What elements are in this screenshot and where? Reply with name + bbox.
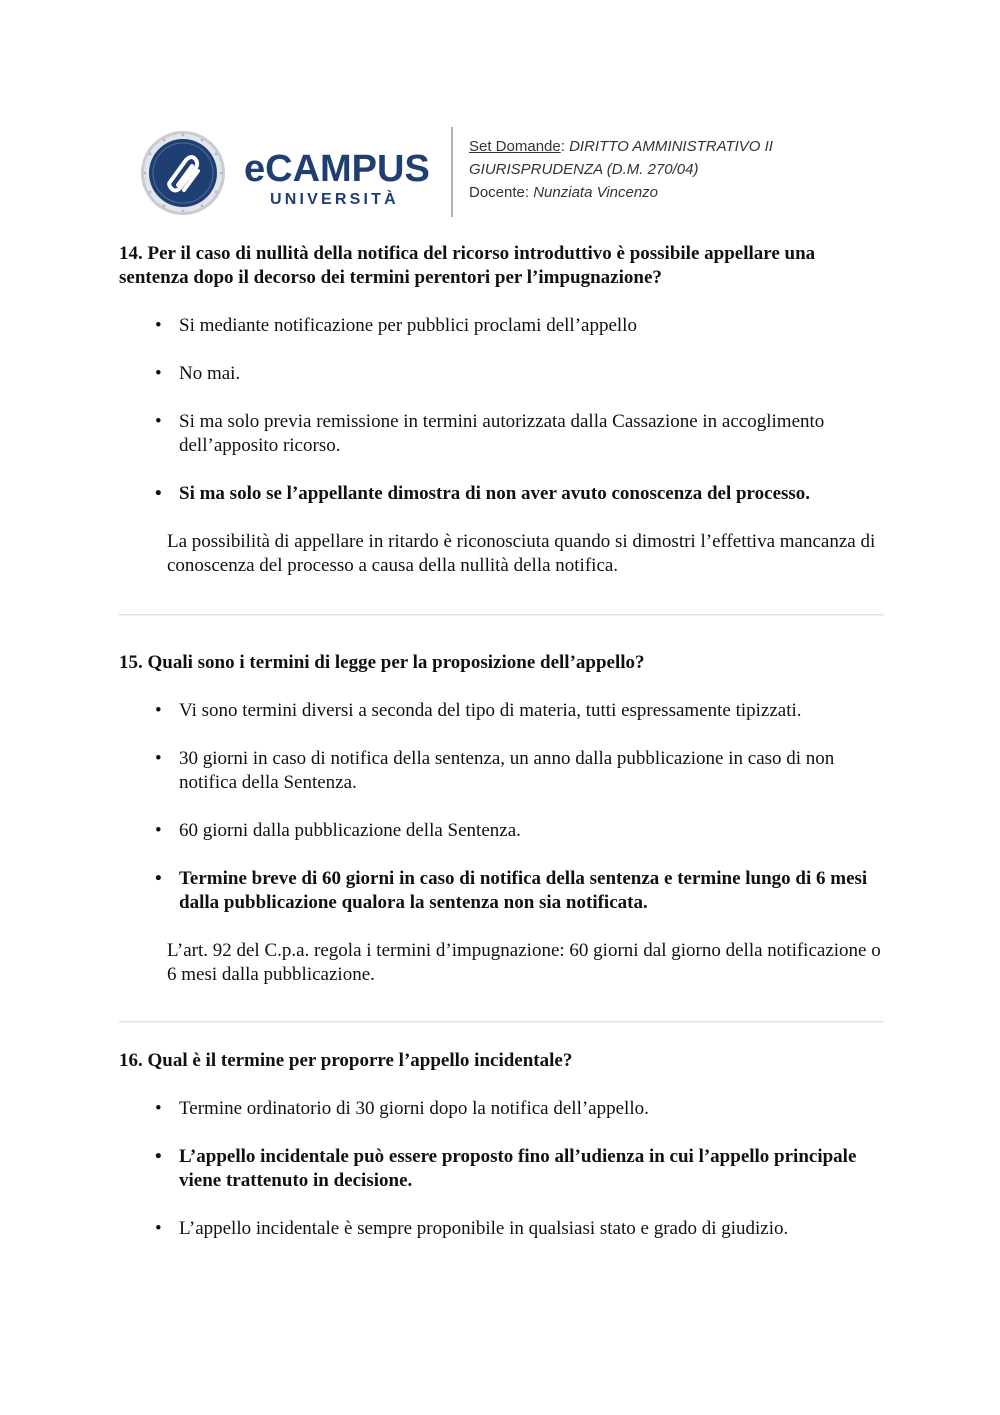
answer-text: L’appello incidentale è sempre proponibile in qualsiasi stato e grado di giudizio. (179, 1218, 789, 1239)
bullet-icon: • (155, 700, 162, 721)
answer-text: 60 giorni dalla pubblicazione della Sentenza. (179, 820, 521, 841)
answer-text: No mai. (179, 363, 241, 384)
bullet-icon: • (155, 363, 162, 384)
bullet-icon: • (155, 315, 162, 336)
logo-sub-text: UNIVERSITÀ (270, 191, 399, 208)
logo-main-text: eCAMPUS (244, 148, 430, 190)
course-title-line2: GIURISPRUDENZA (D.M. 270/04) (469, 161, 699, 178)
answer-option (119, 747, 884, 795)
answer-option (119, 410, 884, 458)
answer-text: Si mediante notificazione per pubblici proclami dell’appello (179, 315, 637, 336)
answer-option (119, 362, 884, 386)
bullet-icon: • (155, 820, 162, 841)
answer-explanation: L’art. 92 del C.p.a. regola i termini d’impugnazione: 60 giorni dal giorno della notificazione o 6 mesi dalla pubblicazione. (167, 940, 881, 985)
course-title-line1: DIRITTO AMMINISTRATIVO II (569, 138, 773, 155)
answer-list (119, 314, 884, 506)
answer-option (119, 1097, 884, 1121)
section-divider (119, 1021, 884, 1023)
bullet-icon: • (155, 748, 162, 769)
answer-text: Si ma solo previa remissione in termini autorizzata dalla Cassazione in accoglimento dell’apposito ricorso. (179, 411, 825, 456)
bullet-icon: • (155, 483, 162, 504)
answer-list (119, 1097, 884, 1241)
question-block (119, 651, 884, 1023)
question-block (119, 1049, 884, 1241)
answer-option-correct (119, 1145, 884, 1193)
university-seal-logo (140, 130, 226, 216)
answer-text: Termine breve di 60 giorni in caso di notifica della sentenza e termine lungo di 6 mesi dalla pubblicazione qualora la sentenza non sia notificata. (179, 868, 868, 913)
question-title: 14. Per il caso di nullità della notifica del ricorso introduttivo è possibile appellare una sentenza dopo il decorso dei termini perentori per l’impugnazione? (119, 243, 816, 288)
answer-option-correct (119, 482, 884, 506)
bullet-icon: • (155, 868, 162, 889)
answer-option (119, 1217, 884, 1241)
course-info (469, 135, 773, 204)
answer-option-correct (119, 867, 884, 915)
bullet-icon: • (155, 1146, 162, 1167)
bullet-icon: • (155, 411, 162, 432)
answer-list (119, 699, 884, 915)
answer-option (119, 314, 884, 338)
answer-text: 30 giorni in caso di notifica della sentenza, un anno dalla pubblicazione in caso di non notifica della Sentenza. (179, 748, 835, 793)
question-title: 15. Quali sono i termini di legge per la proposizione dell’appello? (119, 652, 645, 673)
set-domande-label: Set Domande (469, 138, 561, 155)
answer-text: Vi sono termini diversi a seconda del tipo di materia, tutti espressamente tipizzati. (179, 700, 802, 721)
question-block (119, 242, 884, 616)
answer-text: L’appello incidentale può essere proposto fino all’udienza in cui l’appello principale viene trattenuto in decisione. (179, 1146, 857, 1191)
docente-name: Nunziata Vincenzo (533, 184, 659, 201)
section-divider (119, 614, 884, 616)
bullet-icon: • (155, 1098, 162, 1119)
document-header (140, 127, 860, 217)
bullet-icon: • (155, 1218, 162, 1239)
ecampus-wordmark (244, 149, 439, 209)
docente-line (469, 181, 773, 204)
docente-label: Docente: (469, 184, 534, 201)
answer-text: Termine ordinatorio di 30 giorni dopo la notifica dell’appello. (179, 1098, 649, 1119)
answer-option (119, 819, 884, 843)
set-domande-line (469, 135, 773, 158)
header-divider (451, 127, 453, 217)
question-list (119, 242, 884, 1265)
set-domande-sep: : (560, 138, 570, 155)
question-title: 16. Qual è il termine per proporre l’appello incidentale? (119, 1050, 573, 1071)
answer-option (119, 699, 884, 723)
answer-explanation: La possibilità di appellare in ritardo è riconosciuta quando si dimostri l’effettiva mancanza di conoscenza del processo a causa della nullità della notifica. (167, 531, 876, 576)
answer-text: Si ma solo se l’appellante dimostra di non aver avuto conoscenza del processo. (179, 483, 811, 504)
